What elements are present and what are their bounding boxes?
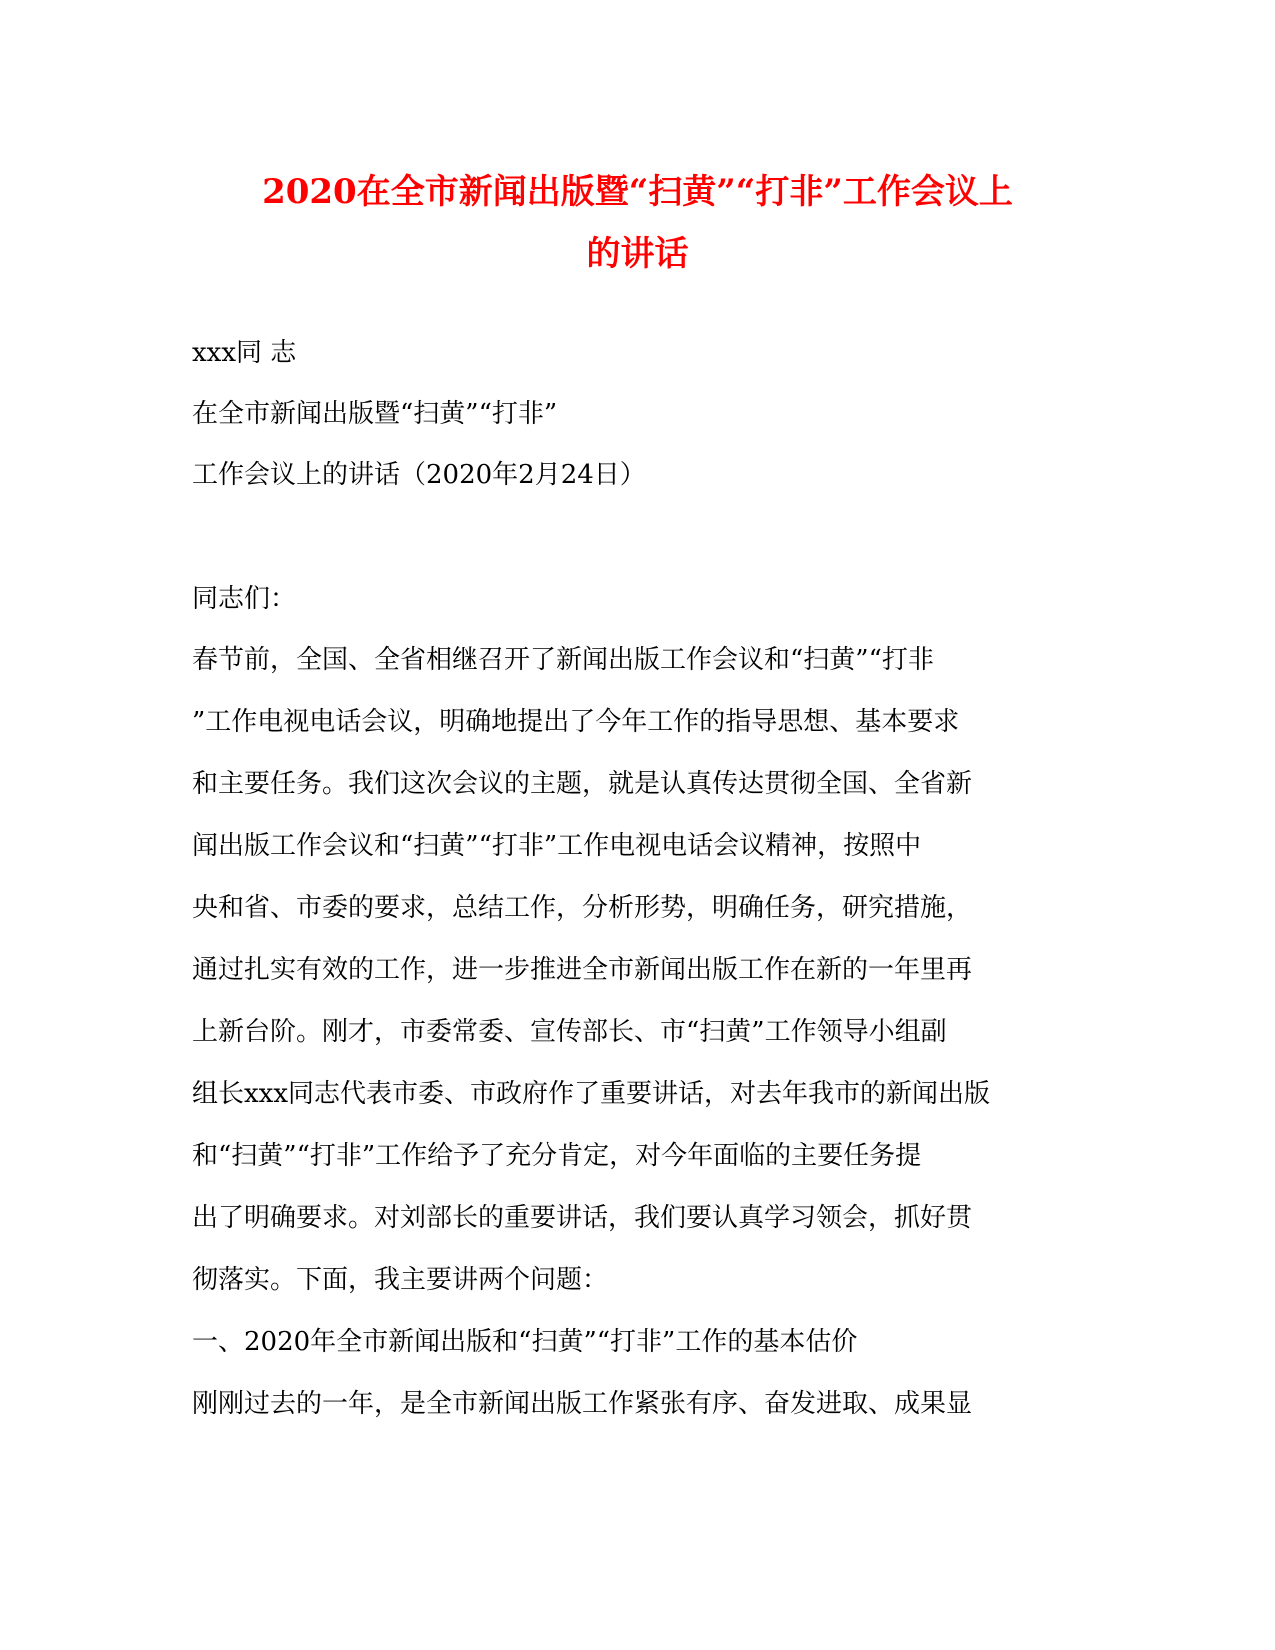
body-line: 上新台阶。刚才，市委常委、宣传部长、市“扫黄”工作领导小组副 bbox=[192, 1017, 947, 1047]
document-title-line-2: 的讲话 bbox=[586, 234, 689, 274]
body-line: 出了明确要求。对刘部长的重要讲话，我们要认真学习领会，抓好贯 bbox=[192, 1203, 973, 1233]
body-line: 彻落实。下面，我主要讲两个问题： bbox=[192, 1265, 609, 1295]
body-line: 和“扫黄”“打非”工作给予了充分肯定，对今年面临的主要任务提 bbox=[192, 1141, 922, 1171]
section-heading: 一、2020年全市新闻出版和“扫黄”“打非”工作的基本估价 bbox=[192, 1327, 858, 1357]
speech-date-line: 工作会议上的讲话（2020年2月24日） bbox=[192, 460, 646, 490]
meeting-line: 在全市新闻出版暨“扫黄”“打非” bbox=[192, 399, 558, 429]
body-line: 闻出版工作会议和“扫黄”“打非”工作电视电话会议精神，按照中 bbox=[192, 831, 922, 861]
salutation: 同志们： bbox=[192, 584, 297, 614]
body-line: ”工作电视电话会议，明确地提出了今年工作的指导思想、基本要求 bbox=[192, 707, 960, 737]
body-line: 刚刚过去的一年，是全市新闻出版工作紧张有序、奋发进取、成果显 bbox=[192, 1389, 973, 1419]
body-line: 通过扎实有效的工作，进一步推进全市新闻出版工作在新的一年里再 bbox=[192, 955, 973, 985]
body-line: 和主要任务。我们这次会议的主题，就是认真传达贯彻全国、全省新 bbox=[192, 769, 973, 799]
author-line: xxx同 志 bbox=[192, 338, 297, 368]
body-line: 央和省、市委的要求，总结工作，分析形势，明确任务，研究措施， bbox=[192, 893, 973, 923]
body-line: 组长xxx同志代表市委、市政府作了重要讲话，对去年我市的新闻出版 bbox=[192, 1079, 990, 1109]
document-title-line-1: 2020在全市新闻出版暨“扫黄”“打非”工作会议上 bbox=[262, 172, 1013, 212]
body-line: 春节前，全国、全省相继召开了新闻出版工作会议和“扫黄”“打非 bbox=[192, 645, 934, 675]
